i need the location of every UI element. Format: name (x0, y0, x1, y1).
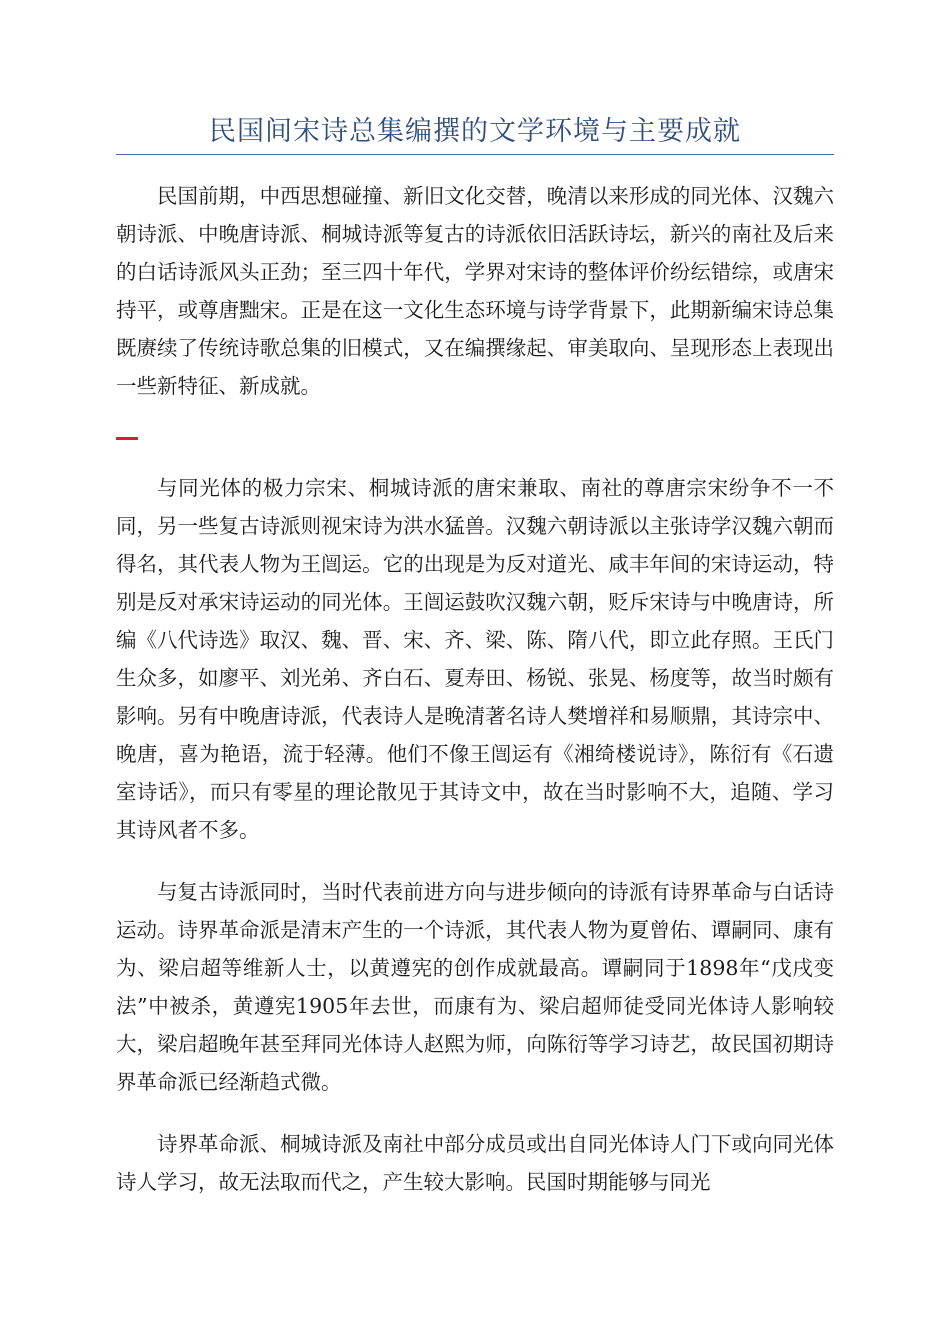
document-title: 民国间宋诗总集编撰的文学环境与主要成就 (209, 116, 741, 147)
body-paragraph-2: 与复古诗派同时，当时代表前进方向与进步倾向的诗派有诗界革命与白话诗运动。诗界革命派是清末产生的一个诗派，其代表人物为夏曾佑、谭嗣同、康有为、梁启超等维新人士，以黄遵宪的创作成就最高。谭嗣同于1898年“戊戌变法”中被杀，黄遵宪1905年去世，而康有为、梁启超师徒受同光体诗人影响较大，梁启超晚年甚至拜同光体诗人赵熙为师，向陈衍等学习诗艺，故民国初期诗界革命派已经渐趋式微。 (116, 880, 834, 1094)
body-block (116, 469, 834, 1225)
body-paragraph-3: 诗界革命派、桐城诗派及南社中部分成员或出自同光体诗人门下或向同光体诗人学习，故无法取而代之，产生较大影响。民国时期能够与同光 (116, 1132, 834, 1194)
intro-block (116, 177, 834, 429)
body-paragraph-1: 与同光体的极力宗宋、桐城诗派的唐宋兼取、南社的尊唐宗宋纷争不一不同，另一些复古诗派则视宋诗为洪水猛兽。汉魏六朝诗派以主张诗学汉魏六朝而得名，其代表人物为王闿运。它的出现是为反对道光、咸丰年间的宋诗运动，特别是反对承宋诗运动的同光体。王闿运鼓吹汉魏六朝，贬斥宋诗与中晚唐诗，所编《八代诗选》取汉、魏、晋、宋、齐、梁、陈、隋八代，即立此存照。王氏门生众多，如廖平、刘光弟、齐白石、夏寿田、杨锐、张晃、杨度等，故当时颇有影响。另有中晚唐诗派，代表诗人是晚清著名诗人樊增祥和易顺鼎，其诗宗中、晚唐，喜为艳语，流于轻薄。他们不像王闿运有《湘绮楼说诗》，陈衍有《石遗室诗话》，而只有零星的理论散见于其诗文中，故在当时影响不大，追随、学习其诗风者不多。 (116, 476, 834, 842)
section-marker (116, 437, 138, 440)
title-underline (116, 154, 834, 155)
intro-paragraph: 民国前期，中西思想碰撞、新旧文化交替，晚清以来形成的同光体、汉魏六朝诗派、中晚唐诗派、桐城诗派等复古的诗派依旧活跃诗坛，新兴的南社及后来的白话诗派风头正劲；至三四十年代，学界对宋诗的整体评价纷纭错综，或唐宋持平，或尊唐黜宋。正是在这一文化生态环境与诗学背景下，此期新编宋诗总集既赓续了传统诗歌总集的旧模式，又在编撰缘起、审美取向、呈现形态上表现出一些新特征、新成就。 (116, 184, 834, 398)
